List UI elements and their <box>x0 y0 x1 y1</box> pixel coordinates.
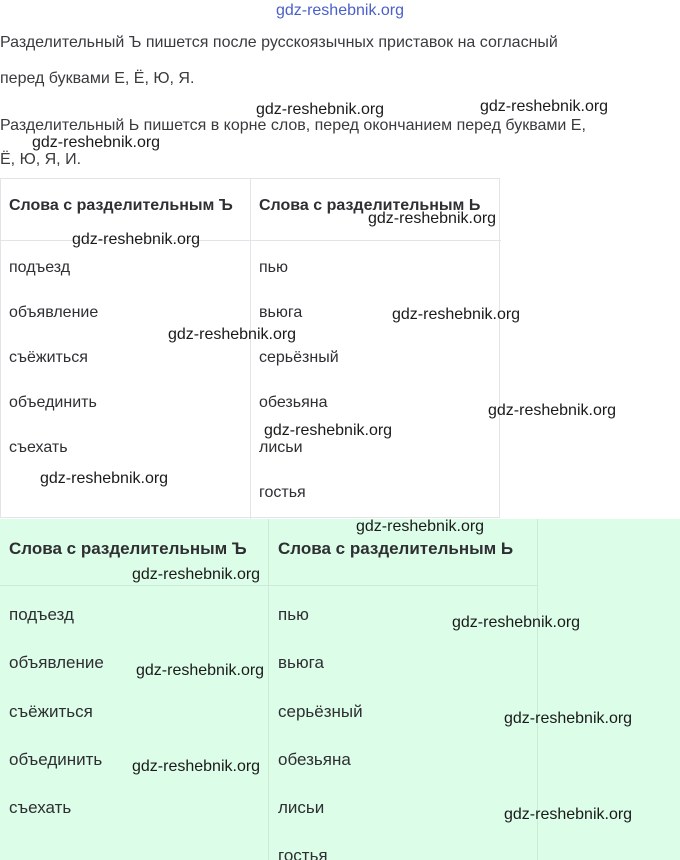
hard-word: съехать <box>9 439 68 456</box>
site-watermark-header[interactable]: gdz-reshebnik.org <box>275 2 405 19</box>
soft-word: гостья <box>278 846 328 860</box>
hard-sign-rule-line-2: перед буквами Е, Ё, Ю, Я. <box>0 70 195 87</box>
soft-word: вьюга <box>278 653 324 672</box>
hard-word: подъезд <box>9 605 74 624</box>
soft-sign-rule-line-1: Разделительный Ь пишется в корне слов, перед окончанием перед буквами Е, <box>0 117 586 134</box>
soft-word: гостья <box>259 484 306 501</box>
hard-word: подъезд <box>9 259 71 276</box>
watermark: gdz-reshebnik.org <box>132 758 261 775</box>
soft-sign-rule-line-2: Ё, Ю, Я, И. <box>0 151 82 168</box>
header-hard-sign: Слова с разделительным Ъ <box>9 539 247 558</box>
hard-sign-rule-line-1: Разделительный Ъ пишется после русскоязычных приставок на согласный <box>0 34 558 51</box>
watermark: gdz-reshebnik.org <box>136 662 265 679</box>
watermark: gdz-reshebnik.org <box>32 134 161 151</box>
watermark: gdz-reshebnik.org <box>504 710 633 727</box>
soft-word: обезьяна <box>259 394 328 411</box>
watermark: gdz-reshebnik.org <box>40 470 169 487</box>
watermark: gdz-reshebnik.org <box>264 422 393 439</box>
hard-word: объявление <box>9 653 104 672</box>
words-table-highlighted <box>0 519 680 860</box>
words-table <box>0 178 500 518</box>
hard-word: объединить <box>9 394 97 411</box>
hard-word: объявление <box>9 304 99 321</box>
soft-word: пью <box>259 259 288 276</box>
hard-word: съёжиться <box>9 349 88 366</box>
watermark: gdz-reshebnik.org <box>488 402 617 419</box>
soft-word: лисьи <box>278 798 325 817</box>
soft-word: вьюга <box>259 304 303 321</box>
watermark: gdz-reshebnik.org <box>168 326 297 343</box>
hard-word: съёжиться <box>9 702 93 721</box>
hard-word: объединить <box>9 750 103 769</box>
hard-word: съехать <box>9 798 72 817</box>
watermark: gdz-reshebnik.org <box>72 231 201 248</box>
soft-word: лисьи <box>259 439 303 456</box>
watermark: gdz-reshebnik.org <box>356 518 485 535</box>
header-soft-sign: Слова с разделительным Ь <box>259 197 481 214</box>
watermark: gdz-reshebnik.org <box>132 566 261 583</box>
watermark: gdz-reshebnik.org <box>256 101 385 118</box>
soft-word: пью <box>278 605 309 624</box>
header-hard-sign: Слова с разделительным Ъ <box>9 197 233 214</box>
soft-word: обезьяна <box>278 750 351 769</box>
header-soft-sign: Слова с разделительным Ь <box>278 539 514 558</box>
watermark: gdz-reshebnik.org <box>480 98 609 115</box>
watermark: gdz-reshebnik.org <box>368 210 497 227</box>
watermark: gdz-reshebnik.org <box>504 806 633 823</box>
soft-word: серьёзный <box>259 349 339 366</box>
watermark: gdz-reshebnik.org <box>452 614 581 631</box>
soft-word: серьёзный <box>278 702 363 721</box>
watermark: gdz-reshebnik.org <box>392 306 521 323</box>
